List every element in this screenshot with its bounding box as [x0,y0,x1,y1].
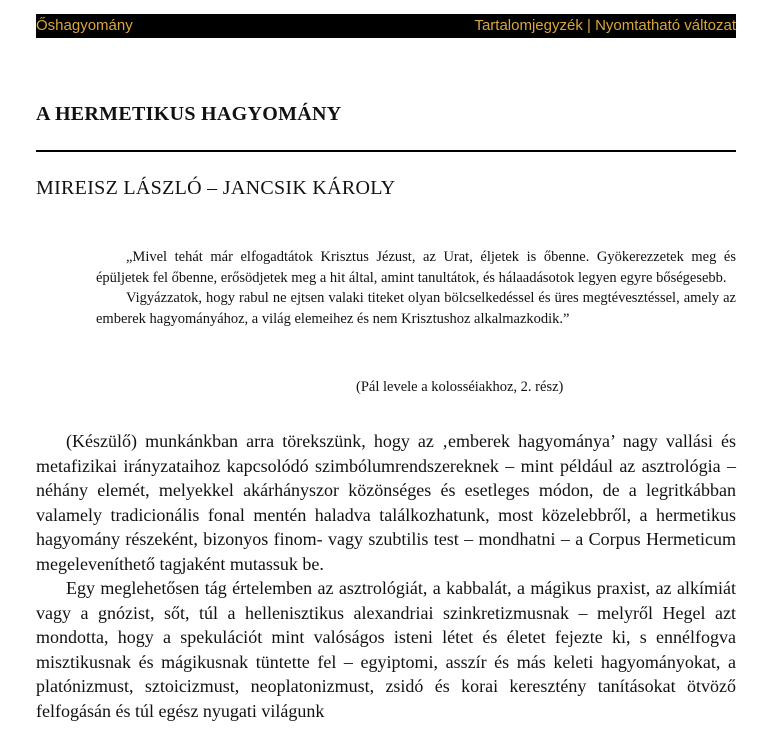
epigraph-paragraph: Vigyázzatok, hogy rabul ne ejtsen valaki titeket olyan bölcselkedéssel és üres megtévesztéssel, amely az emberek hagyományához, a világ elemeihez és nem Krisztushoz alkalmazkodik.” [96,290,736,327]
article-title: A HERMETIKUS HAGYOMÁNY [36,103,342,125]
table-of-contents-link[interactable]: Tartalomjegyzék [474,17,583,34]
top-nav-links [474,14,736,38]
site-name-link[interactable]: Őshagyomány [36,17,133,34]
body-paragraph: (Készülő) munkánkban arra törekszünk, hogy az ‚emberek hagyománya’ nagy vallási és metafizikai irányzataihoz kapcsolódó szimbólumrendszereknek – mint például az asztrológia – néhány elemét, melyekkel akárhányszor közönséges és esetleges módon, de a legritkábban valamely tradicionális fonal mentén haladva találkozhatunk, most közelebbről, a hermetikus hagyomány részeként, bizonyos finom- vagy szubtilis test – mondhatni – a Corpus Hermeticum megeleveníthető tagjaként mutassuk be. [36,431,736,574]
epigraph-source: (Pál levele a kolosséiakhoz, 2. rész) [356,379,564,395]
title-divider [36,150,736,152]
printable-version-link[interactable]: Nyomtatható változat [595,17,736,34]
epigraph-paragraph: „Mivel tehát már elfogadtátok Krisztus Jézust, az Urat, éljetek is őbenne. Gyökerezzetek meg és épüljetek fel őbenne, erősödjetek meg a hit által, amint tanultátok, és hálaadásotok legyen egyre bőségesebb. [96,249,736,286]
top-navigation-bar [36,14,736,38]
nav-separator: | [587,17,591,34]
body-paragraph: Egy meglehetősen tág értelemben az asztrológiát, a kabbalát, a mágikus praxist, az alkímiát vagy a gnózist, sőt, túl a hellenisztikus alexandriai szinkretizmusnak – melyről Hegel azt mondotta, hogy a spekulációt mint valóságos isteni létet és életet fejezte ki, s ennélfogva misztikusnak és mágikusnak tüntette fel – egyiptomi, asszír és más keleti hagyományokat, a platónizmust, sztoicizmust, neoplatonizmust, zsidó és korai keresztény tanításokat ötvöző felfogásán és túl egész nyugati világunk [36,578,736,721]
article-body [36,429,736,723]
article-authors: MIREISZ LÁSZLÓ – JANCSIK KÁROLY [36,177,396,199]
epigraph-quote [96,247,736,329]
